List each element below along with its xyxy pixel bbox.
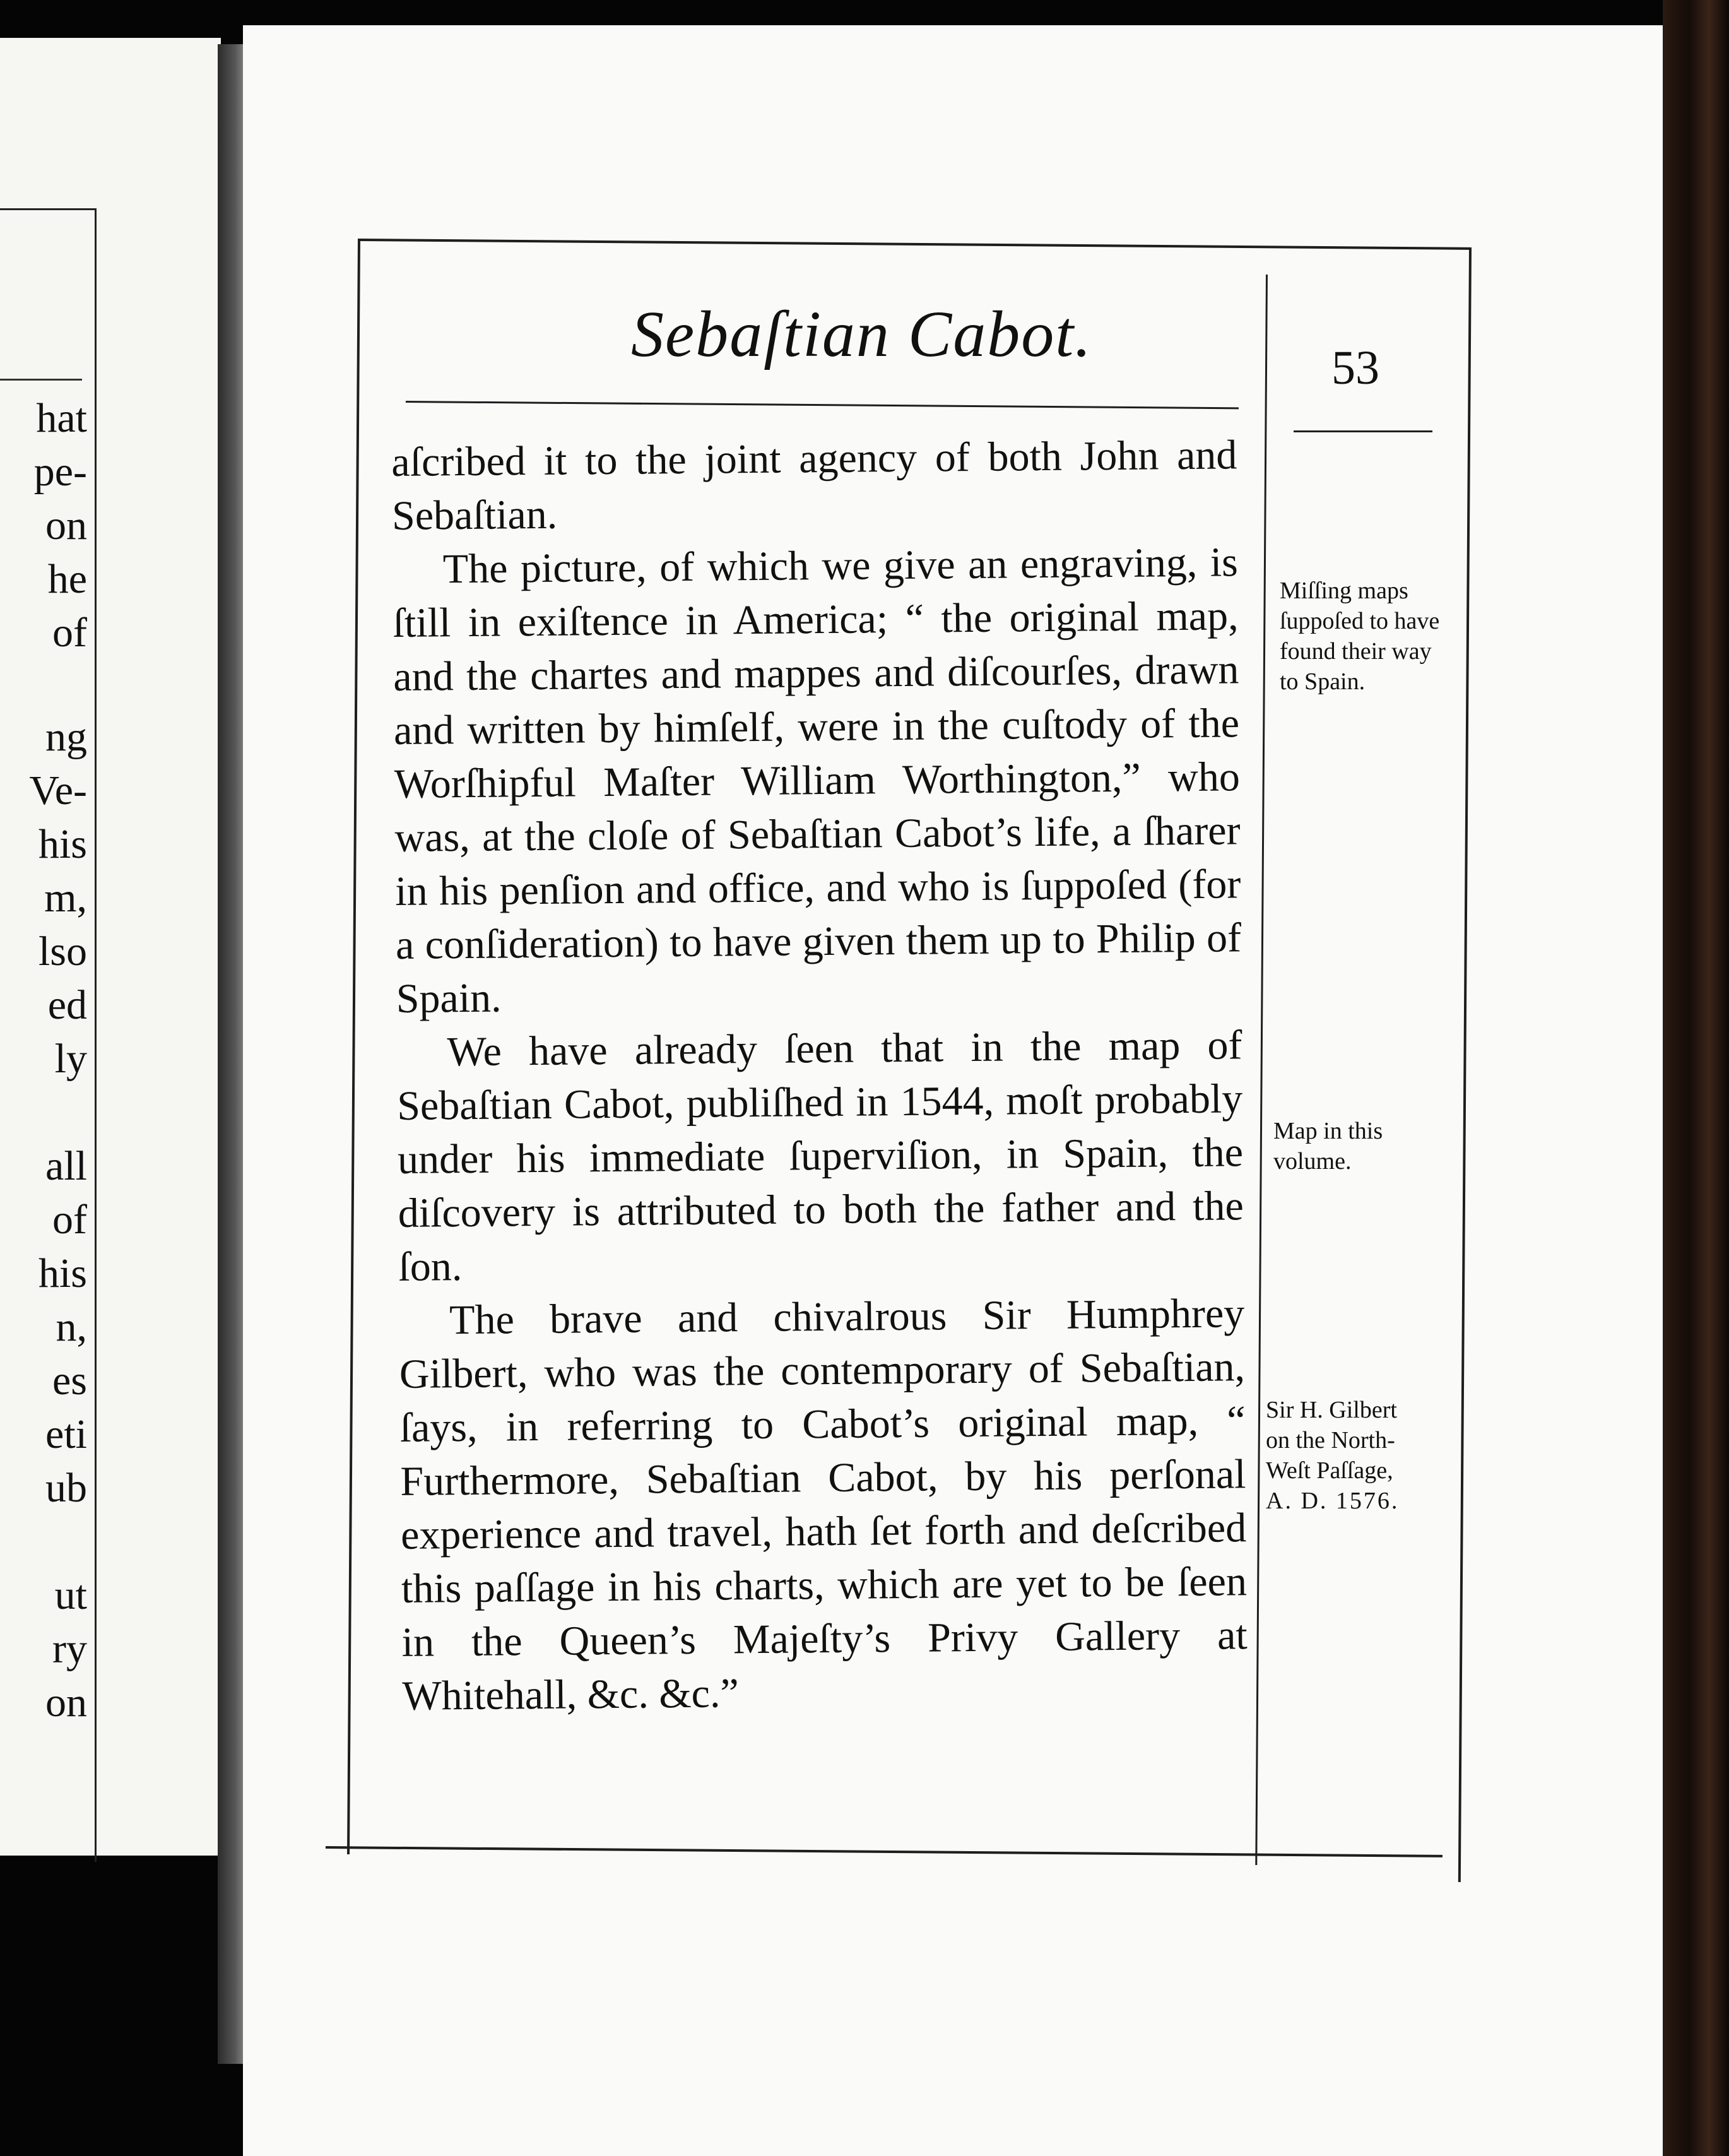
left-facing-page bbox=[0, 38, 221, 1856]
left-page-line-fragment: hat bbox=[36, 395, 87, 441]
left-page-line-fragment: m, bbox=[44, 875, 87, 921]
running-title: Sebaſtian Cabot. bbox=[631, 298, 1093, 370]
margin-note-gilbert bbox=[1266, 1395, 1417, 1516]
left-page-line-fragment: Ve- bbox=[29, 767, 87, 814]
page-number-rule bbox=[1294, 430, 1432, 432]
left-page-line-fragment: eti bbox=[45, 1411, 87, 1457]
paragraph-3: We have already ſeen that in the map of Sebaſtian Cabot, publiſhed in 1544, moſt probably under his immediate ſuperviſion, in Spain, the diſcovery is attributed to both the father and the ſon. bbox=[396, 1022, 1244, 1290]
margin-note-map-volume: Map in this volume. bbox=[1273, 1118, 1383, 1175]
paragraph-1: aſcribed it to the joint agency of both John and Sebaſtian. bbox=[391, 432, 1237, 539]
margin-note-gilbert-text: Sir H. Gilbert on the North-Weſt Paſſage, bbox=[1266, 1397, 1397, 1484]
left-header-rule bbox=[0, 379, 82, 381]
paragraph-2: The picture, of which we give an engraving, is ſtill in exiſtence in America; “ the original map, and the chartes and mappes and diſcourſes, drawn and written by himſelf, were in the cuſtody of the Worſhipful Maſter William Worthington,” who was, at the cloſe of Sebaſtian Cabot’s life, a ſharer in his penſion and office, and who is ſuppoſed (for a conſideration) to have given them up to Philip of Spain. bbox=[392, 539, 1242, 1022]
left-page-line-fragment: ub bbox=[45, 1465, 87, 1511]
left-page-line-fragment: n, bbox=[56, 1304, 87, 1350]
margin-note-gilbert-date: A. D. 1576. bbox=[1266, 1488, 1400, 1514]
left-page-line-fragment: es bbox=[52, 1358, 87, 1404]
left-page-line-fragment: ed bbox=[47, 982, 87, 1028]
left-page-line-fragment: lso bbox=[38, 928, 87, 974]
left-frame-top-rule bbox=[0, 208, 95, 210]
page-edge-background bbox=[1663, 0, 1729, 2156]
left-page-line-fragment: ly bbox=[54, 1036, 87, 1082]
left-page-line-fragment: of bbox=[52, 610, 87, 656]
left-page-line-fragment: of bbox=[52, 1197, 87, 1243]
paragraph-4: The brave and chivalrous Sir Humphrey Gilbert, who was the contemporary of Sebaſtian, ſays, in referring to Cabot’s original map, “ Furthermore, Sebaſtian Cabot, by his perſonal experience and travel, hath ſet forth and deſcribed this paſſage in his charts, which are yet to be ſeen in the Queen’s Majeſty’s Privy Gallery at Whitehall, &c. &c.” bbox=[399, 1290, 1248, 1719]
book-gutter-shadow bbox=[218, 44, 246, 2064]
left-page-line-fragment: his bbox=[38, 821, 87, 867]
left-page-line-fragment: all bbox=[45, 1143, 87, 1189]
page-number: 53 bbox=[1331, 341, 1379, 394]
left-page-line-fragment: on bbox=[45, 1679, 87, 1726]
left-page-line-fragment: his bbox=[38, 1250, 87, 1296]
left-page-line-fragment: ut bbox=[54, 1572, 87, 1618]
margin-note-missing-maps: Miſſing maps ſuppoſed to have found their way to Spain. bbox=[1280, 578, 1440, 695]
body-text bbox=[391, 428, 1248, 1723]
left-page-line-fragment: ry bbox=[52, 1626, 87, 1672]
left-page-line-fragment: pe- bbox=[33, 449, 87, 495]
left-page-line-fragment: ng bbox=[45, 714, 87, 760]
left-frame-vertical-rule bbox=[95, 208, 97, 1862]
left-page-line-fragment: on bbox=[45, 502, 87, 548]
left-page-line-fragment: he bbox=[47, 556, 87, 602]
